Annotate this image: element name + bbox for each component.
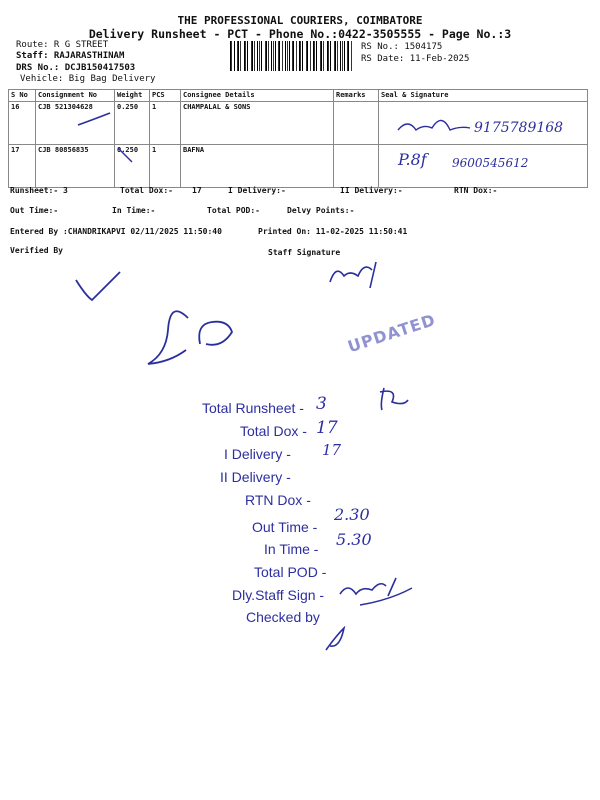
- hand-in-time-label: In Time -: [264, 541, 319, 557]
- hand-out-time-value: 2.30: [334, 505, 370, 524]
- hand-total-pod-label: Total POD -: [254, 564, 327, 580]
- hand-ii-delivery-label: II Delivery -: [220, 469, 291, 485]
- staff-signature-label: Staff Signature: [268, 248, 341, 257]
- tick-mark-row-16: [78, 113, 110, 125]
- cell-weight: 0.250: [115, 145, 150, 188]
- hand-total-dox-value: 17: [316, 418, 338, 438]
- verified-tick: [76, 272, 120, 300]
- col-seal-signature: Seal & Signature: [379, 90, 588, 102]
- initial-mark: [380, 388, 408, 410]
- cell-consignee: BAFNA: [181, 145, 334, 188]
- hand-dly-staff-sign-label: Dly.Staff Sign -: [232, 587, 325, 603]
- col-consignment: Consignment No: [36, 90, 115, 102]
- rtn-dox-label: RTN Dox:-: [454, 186, 498, 195]
- printed-on: Printed On: 11-02-2025 11:50:41: [258, 227, 408, 236]
- cell-pcs: 1: [150, 102, 181, 145]
- staff-signature-scribble: [330, 262, 376, 288]
- document-subtitle: Delivery Runsheet - PCT - Phone No.:0422-3505555 - Page No.:3: [88, 27, 512, 41]
- hand-total-runsheet-label: Total Runsheet -: [202, 400, 304, 416]
- hand-rtn-dox-label: RTN Dox -: [245, 492, 311, 508]
- handwritten-phone-1: 9175789168: [474, 120, 564, 136]
- strike-mark-row-17: [118, 148, 132, 162]
- document-title: THE PROFESSIONAL COURIERS, COIMBATORE: [177, 14, 423, 27]
- stamp-text: UPDATED: [345, 310, 439, 357]
- total-dox-label: Total Dox:-: [120, 186, 173, 195]
- col-weight: Weight: [115, 90, 150, 102]
- col-sno: S No: [9, 90, 36, 102]
- entered-by: Entered By :CHANDRIKAPVI 02/11/2025 11:50:40: [10, 227, 222, 236]
- drs-number: DRS No.: DCJB150417503: [16, 63, 136, 73]
- runsheet-count: Runsheet:- 3: [10, 186, 68, 195]
- checked-by-mark: [326, 628, 344, 650]
- dly-staff-signature: [340, 578, 396, 596]
- large-scribble: [148, 311, 232, 364]
- cell-consignment: CJB 80856835: [36, 145, 115, 188]
- sign-underline: [360, 588, 412, 605]
- handwritten-phone-2: 9600545612: [452, 156, 529, 170]
- hand-checked-by-label: Checked by: [246, 609, 320, 625]
- rs-number: RS No.: 1504175: [361, 42, 443, 52]
- cell-sno: 17: [9, 145, 36, 188]
- ii-delivery-label: II Delivery:-: [340, 186, 403, 195]
- route-label: Route: R G STREET: [16, 40, 109, 50]
- out-time-label: Out Time:-: [10, 206, 59, 215]
- i-delivery-label: I Delivery:-: [228, 186, 286, 195]
- vehicle-label: Vehicle: Big Bag Delivery: [20, 74, 156, 84]
- cell-sno: 16: [9, 102, 36, 145]
- rs-date: RS Date: 11-Feb-2025: [361, 54, 470, 64]
- hand-in-time-value: 5.30: [336, 530, 372, 549]
- hand-total-runsheet-value: 3: [316, 394, 327, 414]
- staff-label: Staff: RAJARASTHINAM: [16, 51, 125, 61]
- signature-row-16: [398, 120, 470, 130]
- col-pcs: PCS: [150, 90, 181, 102]
- handwritten-initials-row-17: P.8f: [398, 150, 427, 169]
- hand-i-delivery-label: I Delivery -: [224, 446, 291, 462]
- cell-consignee: CHAMPALAL & SONS: [181, 102, 334, 145]
- col-consignee: Consignee Details: [181, 90, 334, 102]
- delvy-points-label: Delvy Points:-: [287, 206, 355, 215]
- verified-by-label: Verified By: [10, 246, 63, 255]
- total-pod-label: Total POD:-: [207, 206, 260, 215]
- hand-i-delivery-value: 17: [322, 441, 342, 459]
- in-time-label: In Time:-: [112, 206, 156, 215]
- hand-total-dox-label: Total Dox -: [240, 423, 307, 439]
- hand-out-time-label: Out Time -: [252, 519, 318, 535]
- cell-weight: 0.250: [115, 102, 150, 145]
- col-remarks: Remarks: [334, 90, 379, 102]
- cell-consignment: CJB 521304628: [36, 102, 115, 145]
- total-dox-value: 17: [192, 186, 202, 195]
- cell-pcs: 1: [150, 145, 181, 188]
